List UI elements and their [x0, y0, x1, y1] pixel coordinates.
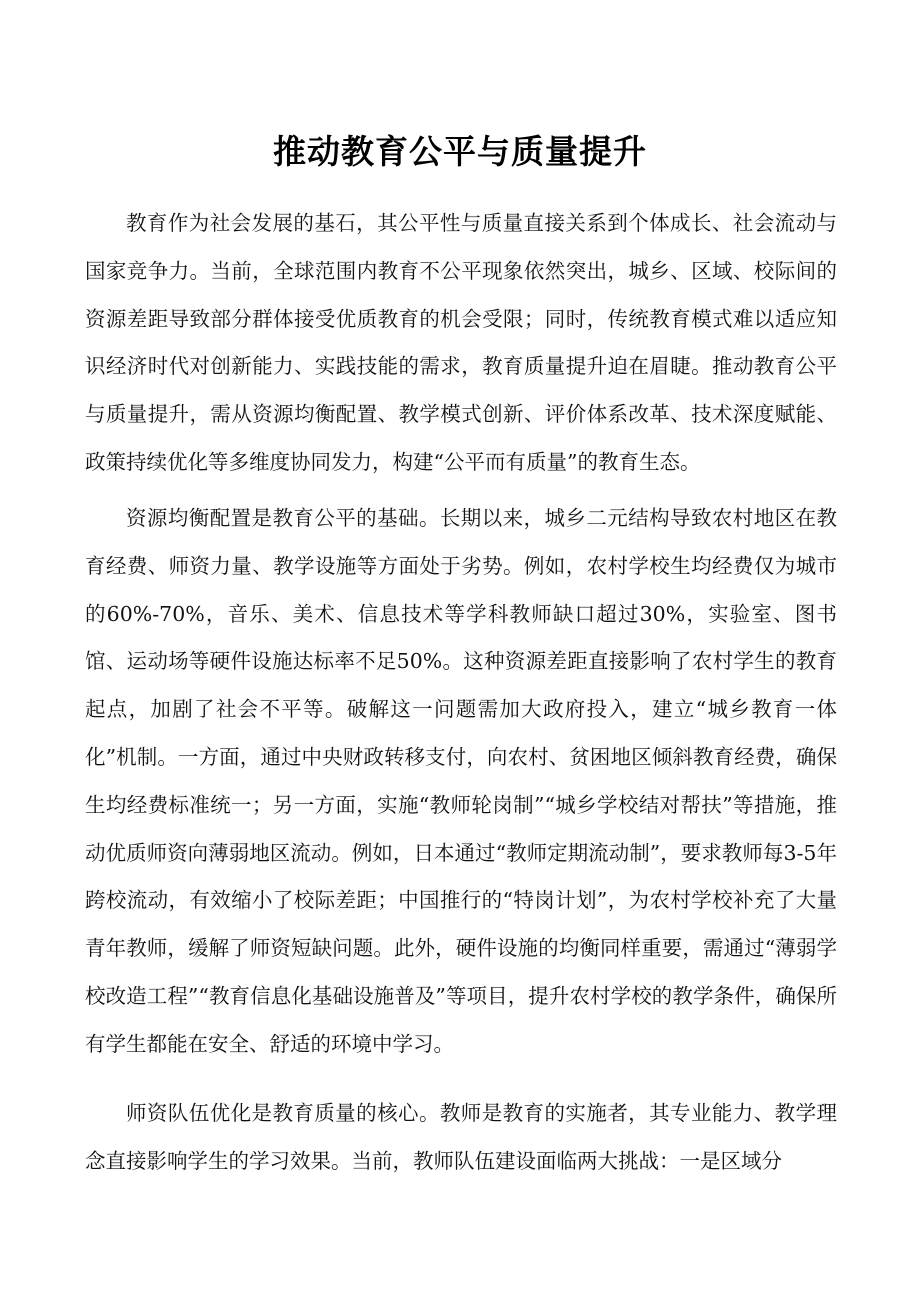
document-title: 推动教育公平与质量提升 — [273, 132, 647, 171]
paragraph-resource-allocation: 资源均衡配置是教育公平的基础。长期以来，城乡二元结构导致农村地区在教育经费、师资力量、教学设施等方面处于劣势。例如，农村学校生均经费仅为城市的60%-70%，音乐、美术、信息技术等学科教师缺口超过30%，实验室、图书馆、运动场等硬件设施达标率不足50%。这种资源差距直接影响了农村学生的教育起点，加剧了社会不平等。破解这一问题需加大政府投入，建立“城乡教育一体化”机制。一方面，通过中央财政转移支付，向农村、贫困地区倾斜教育经费，确保生均经费标准统一；另一方面，实施“教师轮岗制”“城乡学校结对帮扶”等措施，推动优质师资向薄弱地区流动。例如，日本通过“教师定期流动制”，要求教师每3-5年跨校流动，有效缩小了校际差距；中国推行的“特岗计划”，为农村学校补充了大量青年教师，缓解了师资短缺问题。此外，硬件设施的均衡同样重要，需通过“薄弱学校改造工程”“教育信息化基础设施普及”等项目，提升农村学校的教学条件，确保所有学生都能在安全、舒适的环境中学习。 — [85, 506, 837, 1056]
paragraph-intro: 教育作为社会发展的基石，其公平性与质量直接关系到个体成长、社会流动与国家竞争力。当前，全球范围内教育不公平现象依然突出，城乡、区域、校际间的资源差距导致部分群体接受优质教育的机会受限；同时，传统教育模式难以适应知识经济时代对创新能力、实践技能的需求，教育质量提升迫在眉睫。推动教育公平与质量提升，需从资源均衡配置、教学模式创新、评价体系改革、技术深度赋能、政策持续优化等多维度协同发力，构建“公平而有质量”的教育生态。 — [85, 211, 837, 474]
paragraph-teacher-optimization: 师资队伍优化是教育质量的核心。教师是教育的实施者，其专业能力、教学理念直接影响学生的学习效果。当前，教师队伍建设面临两大挑战：一是区域分 — [85, 1101, 837, 1173]
